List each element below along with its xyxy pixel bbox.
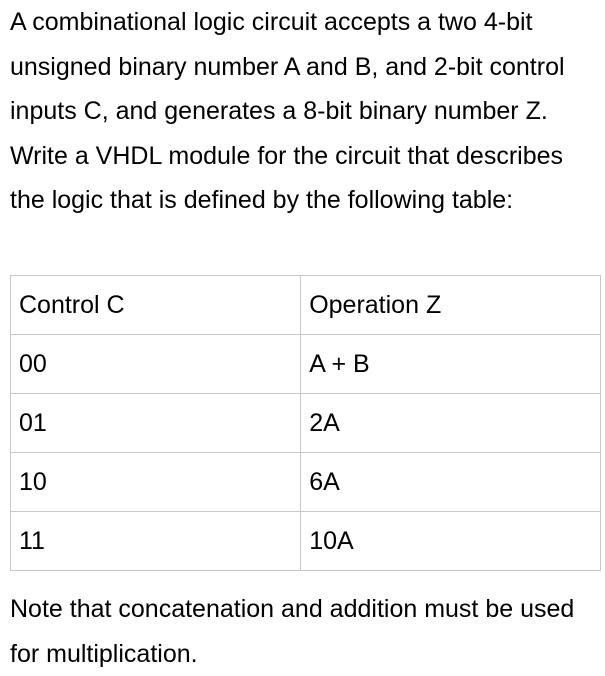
- control-cell: 11: [11, 512, 301, 571]
- table-header-row: [11, 276, 601, 335]
- note-text: Note that concatenation and addition must be used for multiplication.: [10, 595, 575, 668]
- question-text: A combinational logic circuit accepts a two 4-bit unsigned binary number A and B, and 2-bit control inputs C, and generates a 8-bit binary number Z. Write a VHDL module for the circuit that describes the logic that is defined by the following table:: [10, 8, 565, 214]
- control-cell: 10: [11, 453, 301, 512]
- table-row: [11, 394, 601, 453]
- operation-cell: 10A: [301, 512, 601, 571]
- operation-cell: 6A: [301, 453, 601, 512]
- table-row: [11, 335, 601, 394]
- operation-cell: A + B: [301, 335, 601, 394]
- column-header-control: Control C: [11, 276, 301, 335]
- control-cell: 00: [11, 335, 301, 394]
- column-header-operation: Operation Z: [301, 276, 601, 335]
- table-row: [11, 453, 601, 512]
- operation-table: [10, 275, 601, 571]
- control-cell: 01: [11, 394, 301, 453]
- operation-cell: 2A: [301, 394, 601, 453]
- table-row: [11, 512, 601, 571]
